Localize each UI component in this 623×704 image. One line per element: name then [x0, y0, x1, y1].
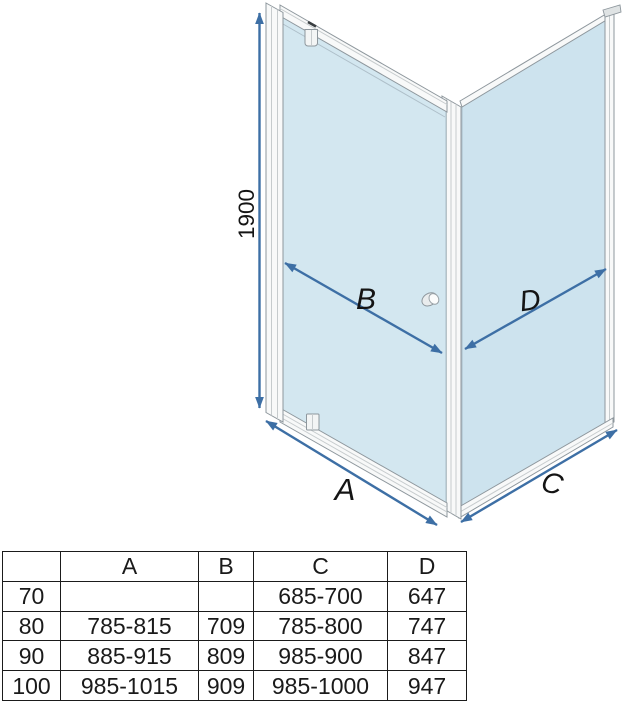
b-cell: 909 [199, 671, 254, 701]
size-cell: 80 [3, 611, 61, 641]
side-width-label: C [537, 465, 567, 503]
header-cell-a: A [61, 552, 199, 582]
d-cell: 847 [388, 641, 467, 671]
c-cell: 685-700 [254, 581, 388, 611]
table-row [3, 671, 467, 701]
wall-profile [266, 3, 283, 422]
header-cell-b: B [199, 552, 254, 582]
header-cell-d: D [388, 552, 467, 582]
c-cell: 985-1000 [254, 671, 388, 701]
b-cell [199, 581, 254, 611]
door-glass-label: B [355, 283, 377, 316]
a-cell: 885-915 [61, 641, 199, 671]
size-cell: 70 [3, 581, 61, 611]
c-cell: 785-800 [254, 611, 388, 641]
d-cell: 947 [388, 671, 467, 701]
b-cell: 809 [199, 641, 254, 671]
side-panel-top-bracket [603, 5, 621, 17]
size-table-header-row [3, 552, 467, 582]
d-cell: 747 [388, 611, 467, 641]
table-row [3, 581, 467, 611]
size-cell: 100 [3, 671, 61, 701]
size-cell: 90 [3, 641, 61, 671]
a-cell [61, 581, 199, 611]
header-cell-c: C [254, 552, 388, 582]
header-cell-blank [3, 552, 61, 582]
a-cell: 785-815 [61, 611, 199, 641]
pivot-door [266, 3, 447, 517]
c-cell: 985-900 [254, 641, 388, 671]
table-row [3, 641, 467, 671]
height-label: 1900 [234, 188, 259, 239]
side-glass-label: D [517, 283, 543, 319]
size-table [2, 551, 467, 701]
door-width-label: A [334, 472, 356, 507]
d-cell: 647 [388, 581, 467, 611]
b-cell: 709 [199, 611, 254, 641]
a-cell: 985-1015 [61, 671, 199, 701]
table-row [3, 611, 467, 641]
